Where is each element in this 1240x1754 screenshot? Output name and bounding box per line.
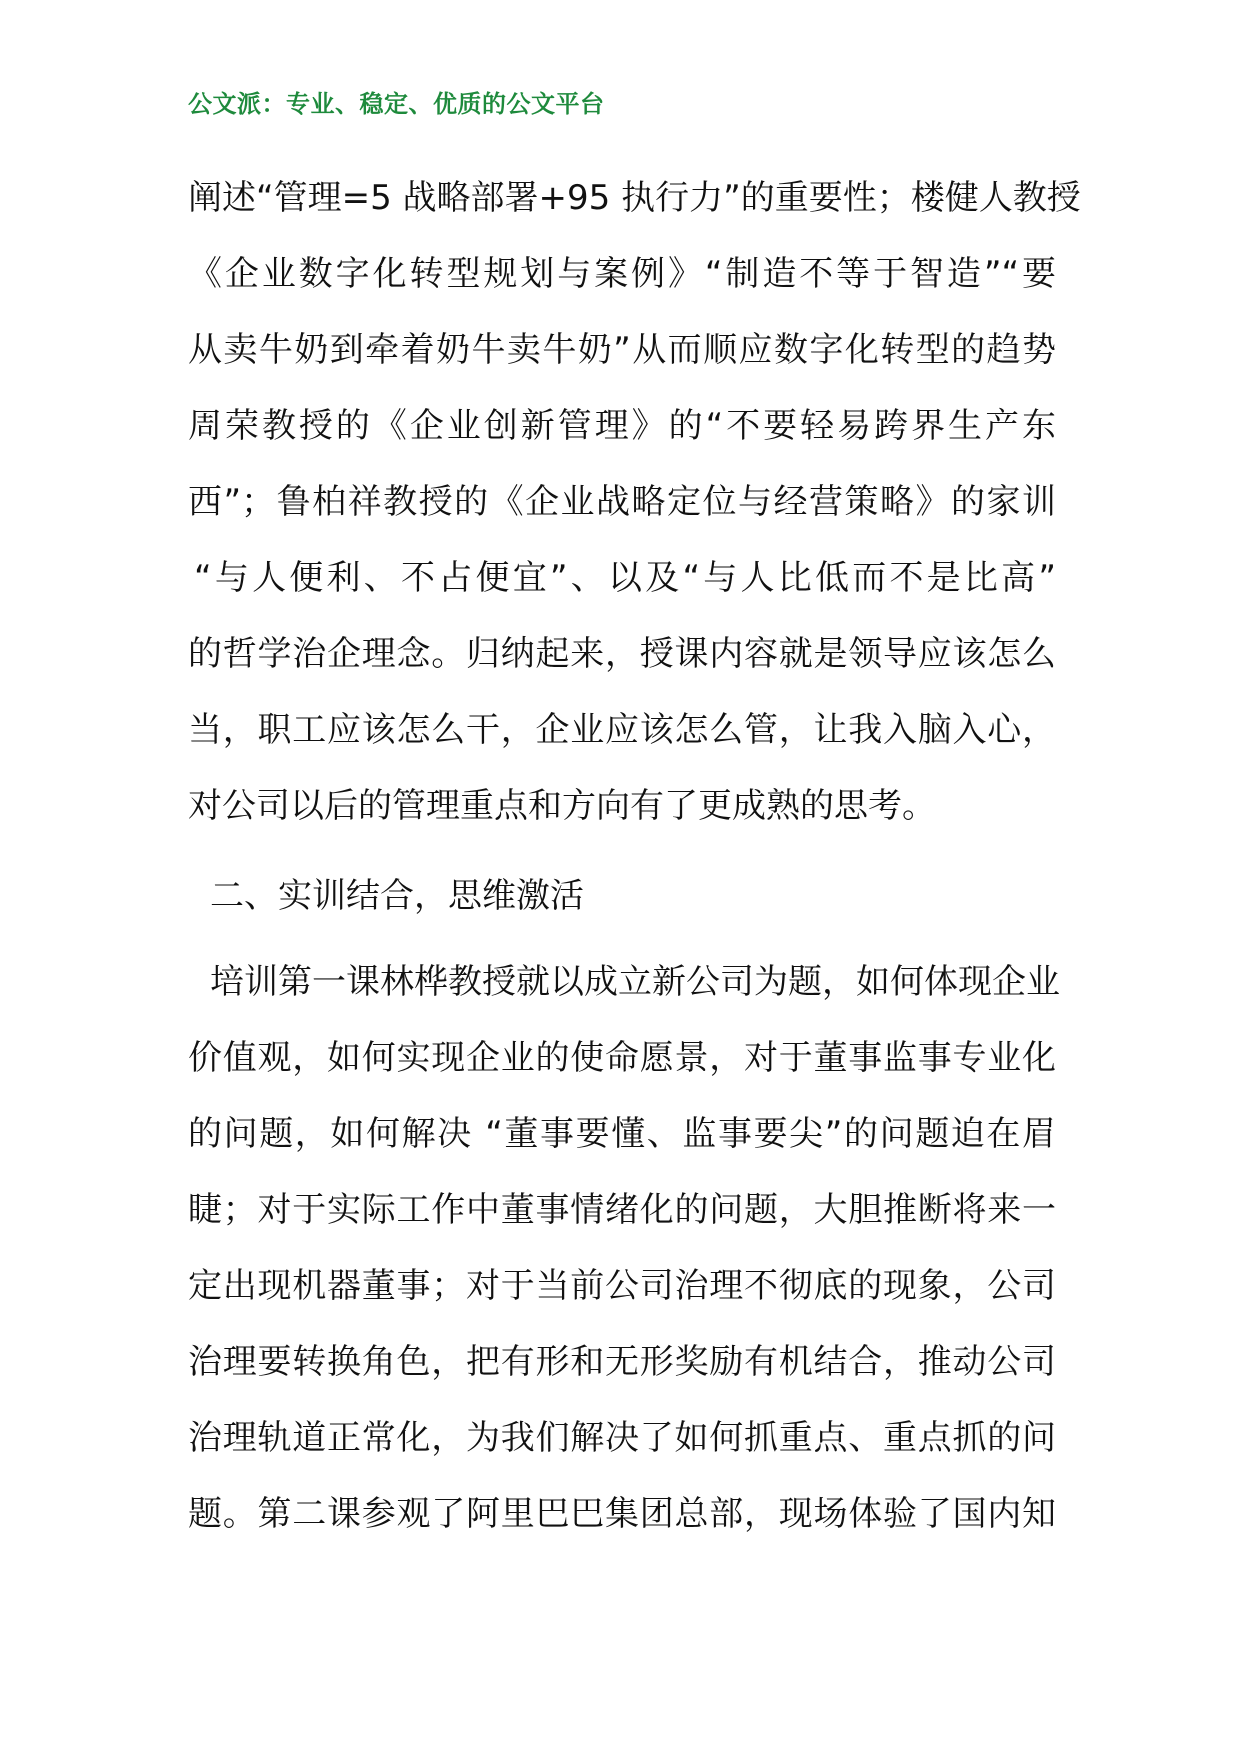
text-line: 治理轨道正常化，为我们解决了如何抓重点、重点抓的问 bbox=[188, 1418, 1056, 1458]
text-line: 治理要转换角色，把有形和无形奖励有机结合，推动公司 bbox=[188, 1342, 1056, 1382]
text-line: 当，职工应该怎么干，企业应该怎么管，让我入脑入心， bbox=[188, 710, 1056, 750]
text-line: “与人便利、不占便宜”、以及“与人比低而不是比高” bbox=[194, 558, 1056, 598]
text-line: 睫；对于实际工作中董事情绪化的问题，大胆推断将来一 bbox=[188, 1190, 1056, 1230]
paragraph-1 bbox=[188, 160, 1081, 844]
text-line: 定出现机器董事；对于当前公司治理不彻底的现象，公司 bbox=[188, 1266, 1056, 1306]
text-line: 《企业数字化转型规划与案例》“制造不等于智造”“要 bbox=[188, 254, 1056, 294]
text-line: 培训第一课林桦教授就以成立新公司为题，如何体现企业 bbox=[210, 962, 1060, 1002]
text-line: 周荣教授的《企业创新管理》的“不要轻易跨界生产东 bbox=[188, 406, 1056, 446]
text-line: 题。第二课参观了阿里巴巴集团总部，现场体验了国内知 bbox=[188, 1494, 1056, 1534]
text-line: 西”；鲁柏祥教授的《企业战略定位与经营策略》的家训 bbox=[188, 482, 1056, 522]
text-line: 的问题，如何解决 “董事要懂、监事要尖”的问题迫在眉 bbox=[188, 1114, 1056, 1154]
text-line: 从卖牛奶到牵着奶牛卖牛奶”从而顺应数字化转型的趋势 bbox=[188, 330, 1056, 370]
site-header: 公文派：专业、稳定、优质的公文平台 bbox=[188, 89, 605, 118]
text-line: 阐述“管理=5 战略部署+95 执行力”的重要性；楼健人教授 bbox=[188, 178, 1081, 218]
document-body bbox=[188, 160, 1081, 1552]
text-line: 的哲学治企理念。归纳起来，授课内容就是领导应该怎么 bbox=[188, 634, 1056, 674]
text-line: 价值观，如何实现企业的使命愿景，对于董事监事专业化 bbox=[188, 1038, 1056, 1078]
section-heading: 二、实训结合，思维激活 bbox=[210, 876, 584, 916]
paragraph-2 bbox=[188, 944, 1060, 1552]
text-line: 对公司以后的管理重点和方向有了更成熟的思考。 bbox=[188, 786, 936, 826]
